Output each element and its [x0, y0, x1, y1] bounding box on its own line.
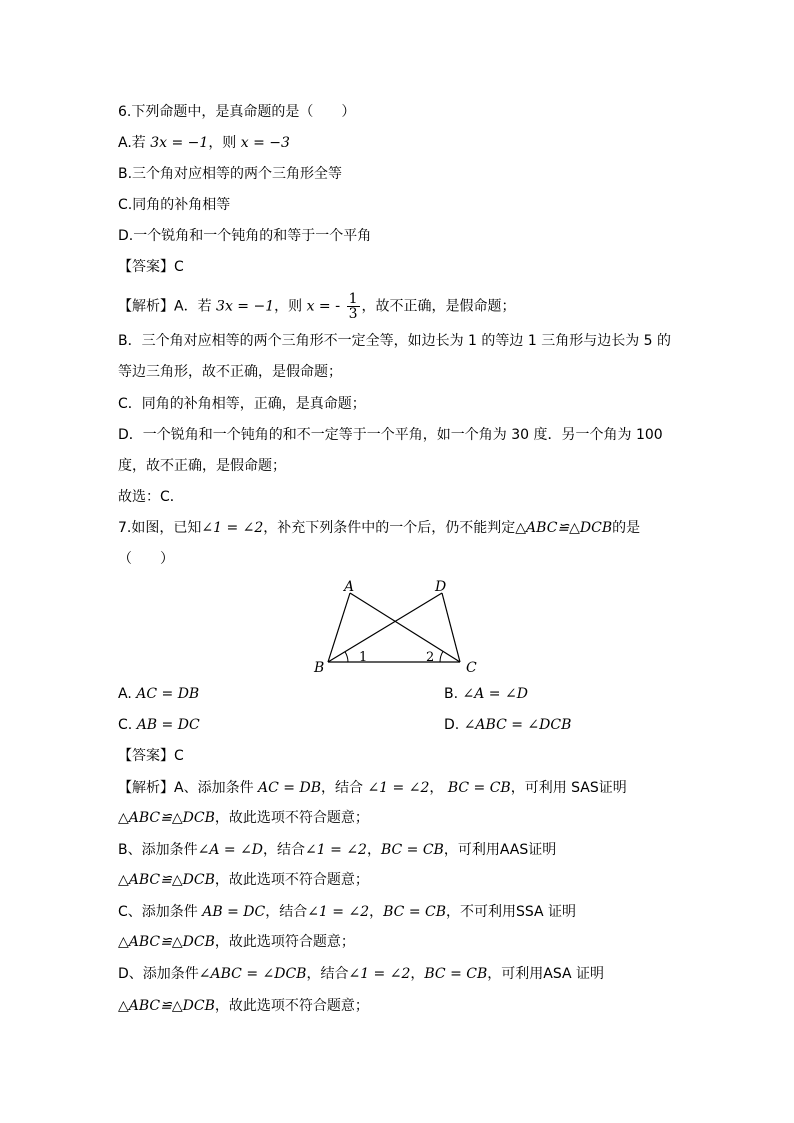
q7-explanation-b2	[118, 870, 369, 890]
q6-answer: 【答案】C	[118, 259, 184, 275]
q7-exp-a-mid1: ，结合	[321, 780, 368, 796]
q6-conclusion: 故选：C．	[118, 489, 184, 505]
q7-exp-a-post: ，可利用 SAS证明	[510, 780, 627, 796]
segment-ab	[328, 593, 350, 662]
q7-option-a	[118, 684, 199, 704]
q7-stem-post: 的是	[612, 520, 641, 536]
q7-option-a-label: A.	[118, 686, 137, 702]
label-angle-2: 2	[426, 650, 435, 665]
q6-exp-a-x: x	[306, 298, 315, 315]
q7-exp-a-mid2: ，	[429, 780, 448, 796]
q7-stem-mid: ，补充下列条件中的一个后，仍不能判定	[263, 520, 516, 536]
q7-explanation-d2	[118, 996, 369, 1016]
q7-exp-c-eq3: BC = CB	[383, 904, 446, 920]
q7-exp-c-mid1: ，结合	[265, 904, 308, 920]
q7-stem-cong: △ABC≌△DCB	[515, 520, 613, 536]
q7-exp-c-eq2: ∠1 = ∠2	[307, 904, 370, 920]
q7-exp-d-mid1: ，结合	[306, 966, 349, 982]
q6-stem: 6.下列命题中，是真命题的是（ ）	[118, 104, 356, 120]
q6-option-b: B.三个角对应相等的两个三角形全等	[118, 166, 343, 182]
segment-dc	[442, 593, 460, 662]
label-d: D	[435, 579, 447, 595]
q7-explanation-a2	[118, 808, 369, 828]
label-a: A	[344, 579, 355, 595]
q7-exp-a-cong: △ABC≌△DCB	[118, 810, 215, 826]
q7-exp-d-post: ，可利用ASA 证明	[487, 966, 605, 982]
q6-option-a-eq1: 3x = −1	[150, 135, 209, 151]
q7-exp-a-eq3: BC = CB	[447, 780, 511, 796]
q7-exp-d-pre: D、添加条件	[118, 966, 199, 982]
q7-exp-a-pre: 【解析】A、添加条件	[118, 780, 259, 796]
q6-option-c: C.同角的补角相等	[118, 197, 231, 213]
q7-exp-a-eq2: ∠1 = ∠2	[367, 780, 430, 796]
fraction	[347, 292, 360, 321]
q7-exp-d-tail: ，故此选项不符合题意；	[214, 998, 369, 1014]
q6-exp-a-pre: 【解析】A．若	[118, 298, 217, 315]
angle-1-arc	[345, 652, 348, 662]
q7-exp-a-tail: ，故此选项不符合题意；	[214, 810, 369, 826]
triangle-figure	[310, 576, 485, 676]
q7-explanation-d1	[118, 964, 604, 984]
q7-stem-eq: ∠1 = ∠2	[201, 520, 264, 536]
label-angle-1: 1	[359, 650, 368, 665]
q7-exp-a-eq1: AC = DB	[258, 780, 321, 796]
q6-option-a-mid: ，则	[208, 135, 241, 151]
q6-explanation-b1: B．三个角对应相等的两个三角形不一定全等，如边长为 1 的等边 1 三角形与边长为 5 的	[118, 333, 672, 349]
q7-exp-c-mid2: ，	[369, 904, 384, 920]
q7-exp-c-post: ，不可利用SSA 证明	[446, 904, 577, 920]
fraction-numerator: 1	[348, 291, 358, 307]
q7-exp-c-cong: △ABC≌△DCB	[118, 934, 215, 950]
q7-explanation-c2	[118, 932, 355, 952]
q7-exp-b-mid2: ，	[366, 842, 381, 858]
q6-explanation-a	[118, 292, 516, 321]
q7-exp-d-eq1: ∠ABC = ∠DCB	[198, 966, 307, 982]
q7-option-c-label: C.	[118, 717, 137, 733]
q7-exp-b-mid1: ，结合	[263, 842, 306, 858]
q7-exp-c-eq1: AB = DC	[202, 904, 266, 920]
q7-exp-c-tail: ，故此选项符合题意；	[214, 934, 355, 950]
q7-exp-b-cong: △ABC≌△DCB	[118, 872, 215, 888]
q7-stem	[118, 518, 640, 538]
q7-exp-b-eq2: ∠1 = ∠2	[305, 842, 367, 858]
q7-option-d	[444, 715, 571, 735]
q7-explanation-c1	[118, 902, 576, 922]
q7-option-b	[444, 684, 528, 704]
segment-bd	[328, 593, 442, 662]
q7-option-c	[118, 715, 200, 735]
q7-paren: （ ）	[118, 551, 174, 567]
q7-explanation-a1	[118, 778, 627, 798]
q7-option-d-label: D.	[444, 717, 464, 733]
q6-option-d: D.一个锐角和一个钝角的和等于一个平角	[118, 228, 372, 244]
q6-explanation-d2: 度，故不正确，是假命题；	[118, 458, 286, 474]
q7-option-b-label: B.	[444, 686, 463, 702]
q6-option-a	[118, 133, 290, 153]
q7-stem-pre: 7.如图，已知	[118, 520, 202, 536]
q7-exp-d-mid2: ，	[410, 966, 425, 982]
q7-exp-b-pre: B、添加条件	[118, 842, 198, 858]
q6-exp-a-post: ，故不正确，是假命题；	[361, 298, 516, 315]
q6-explanation-c: C．同角的补角相等，正确，是真命题；	[118, 396, 366, 412]
label-c: C	[466, 660, 477, 676]
fraction-denominator: 3	[348, 306, 358, 322]
q6-option-a-label: A.若	[118, 135, 151, 151]
q7-exp-b-eq3: BC = CB	[380, 842, 444, 858]
q7-exp-b-tail: ，故此选项不符合题意；	[214, 872, 369, 888]
q7-option-d-eq: ∠ABC = ∠DCB	[463, 717, 572, 733]
q6-exp-a-eqsign: = -	[314, 298, 345, 315]
q7-exp-b-post: ，可利用AAS证明	[443, 842, 557, 858]
q6-exp-a-eq: 3x = −1	[216, 298, 275, 315]
q7-exp-c-pre: C、添加条件	[118, 904, 203, 920]
q7-explanation-b1	[118, 840, 556, 860]
angle-2-arc	[440, 651, 443, 662]
q7-answer: 【答案】C	[118, 748, 184, 764]
q7-option-a-eq: AC = DB	[136, 686, 200, 702]
q7-exp-b-eq1: ∠A = ∠D	[197, 842, 264, 858]
q7-exp-d-cong: △ABC≌△DCB	[118, 998, 215, 1014]
q7-option-c-eq: AB = DC	[136, 717, 200, 733]
q7-exp-d-eq2: ∠1 = ∠2	[348, 966, 411, 982]
q6-explanation-b2: 等边三角形，故不正确，是假命题；	[118, 364, 342, 380]
q6-option-a-eq2: x = −3	[240, 135, 290, 151]
label-b: B	[314, 660, 325, 676]
q6-exp-a-mid: ，则	[274, 298, 307, 315]
q7-exp-d-eq3: BC = CB	[424, 966, 488, 982]
q6-explanation-d1: D．一个锐角和一个钝角的和不一定等于一个平角，如一个角为 30 度．另一个角为 100	[118, 427, 663, 443]
q7-option-b-eq: ∠A = ∠D	[462, 686, 528, 702]
